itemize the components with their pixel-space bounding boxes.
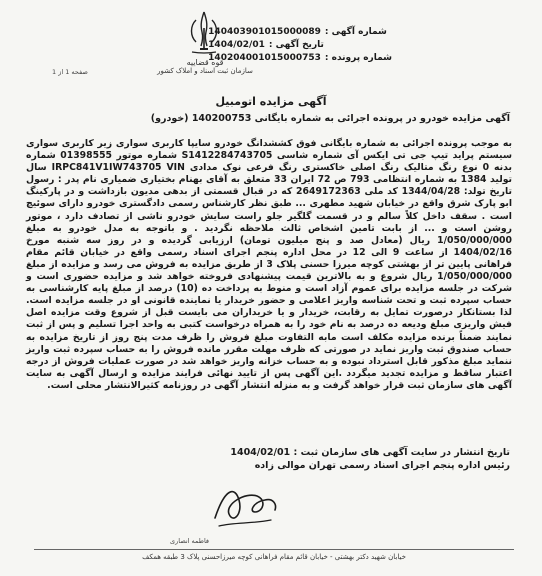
file-number: 140204001015000753 [208,53,321,63]
ad-number-label: شماره آگهی : [324,27,387,37]
secretary-name: فاطمه انصاری [170,537,210,545]
notice-body [26,138,512,392]
notice-title: آگهی مزایده اتومبیل [215,95,327,108]
signatory: رئیس اداره پنجم اجرای اسناد رسمی تهران موالی زاده [254,460,510,471]
notice-subtitle: آگهی مزایده خودرو در پرونده اجرائی به شماره بایگانی 140200753 (خودرو) [150,113,510,124]
footer-address: خیابان شهید دکتر بهشتی - خیابان قائم مقام فراهانی کوچه میرزاحسنی پلاک 3 طبقه همکف [142,553,406,561]
publish-date-line: تاریخ انتشار در سایت آگهی های سازمان ثبت : 1404/02/01 [230,447,510,458]
page-info: صفحه 1 از 1 [52,68,88,76]
registration-org-label: سازمان ثبت اسناد و املاک کشور [157,67,253,75]
ad-date: 1404/02/01 [208,40,265,50]
judiciary-label: قوه قضاییه [186,58,224,67]
ad-date-label: تاریخ آگهی : [268,40,324,50]
ad-number: 140403901015000089 [208,27,321,37]
ad-date-row [208,39,392,52]
notice-body-text: به موجب پرونده اجرائی به شماره بایگانی فوق کششدانگ خودرو سایپا کاربری سواری زیر کاربری سواری سیستم پراید تیپ جی تی ایکس آی شماره شاسی S1412284743705 شماره موتور 01398555 شماره بدنه 0 نوع رنگ متالیک رنگ اصلی خاکستری رنگ فرعی نوک مدادی IRPC841V1IW743705 VIN سال تولید 1384 به شماره انتظامی 793 ص 72 ایران 33 متعلق به آقای بهنام بختیاری ضمیاری نام پدر : رسول تاریخ تولد: 1344/04/28 کد ملی 2649172363 که در قبال قسمتی از بدهی مدیون بازداشت و در پارکینگ ابو پارک شرق واقع در خیابان شهید مطهری ... طبق نظر کارشناس رسمی دادگستری خودرو دارای سوئیچ است . سقف داخل کلاً سالم و در قسمت گلگیر جلو راست سایش خودرو ناشی از تصادف دارد ، موتور روشن است و ... از بابت تامین اشخاص ثالث ملاحظه نگردید . و باتوجه به مدل خودرو به مبلغ 1/050/000/000 ریال (معادل صد و پنج میلیون تومان) ارزیابی گردیده و در روز سه شنبه مورخ 1404/02/16 از ساعت 9 الی 12 در محل اداره پنجم اجرای اسناد رسمی واقع در خیابان قائم مقام فراهانی پایین تر از بهشتی کوچه میرزا حسنی پلاک 3 از طریق مزایده به فروش می رسد و مزایده از مبلغ 1/050/000/000 ریال شروع و به بالاترین قیمت پیشنهادی فروخته خواهد شد و مزایده حضوری است و شرکت در جلسه مزایده برای عموم آزاد است و منوط به پرداخت ده (10) درصد از مبلغ پایه کارشناسی به حساب سپرده ثبت و تحت شناسه واریز اعلامی و حضور خریدار یا نماینده قانونی او در جلسه مزایده است. لذا بستانکار درصورت تمایل به رقابت، خریدار و یا خریداران می بایست قبل از شروع وقت مزایده اصل فیش واریزی مبلغ ودیعه ده درصد به نام خود را به همراه درخواست کتبی به واحد اجرا تسلیم و پس از ثبت نمایند ضمناً برنده مزایده مکلف است مابه التفاوت مبلغ فروش را ظرف مدت پنج روز از تاریخ مزایده به حساب صندوق ثبت واریز نماید در صورتی که ظرف مهلت مقرر مانده فروش را به حساب سپرده ثبت واریز ننماید مبلغ مذکور قابل استرداد نبوده و به حساب خزانه واریز خواهد شد در صورت عملیات فروش از درجه اعتبار ساقط و مزایده تجدید میگردد .این آگهی پس از تایید نهائی فرایند مزایده و ارسال آگهی به سایت آگهی های سازمان ثبت قرار خواهد گرفت و به منزله انتشار آگهی در روزنامه کثیرالانتشار محلی است. [26,138,513,391]
file-number-label: شماره پرونده : [324,53,392,63]
notice-closing [230,446,510,472]
iran-emblem-icon [178,8,230,58]
organization-name [140,58,270,76]
signature-icon [205,478,283,534]
footer-divider [34,549,514,550]
ad-number-row [208,26,392,39]
